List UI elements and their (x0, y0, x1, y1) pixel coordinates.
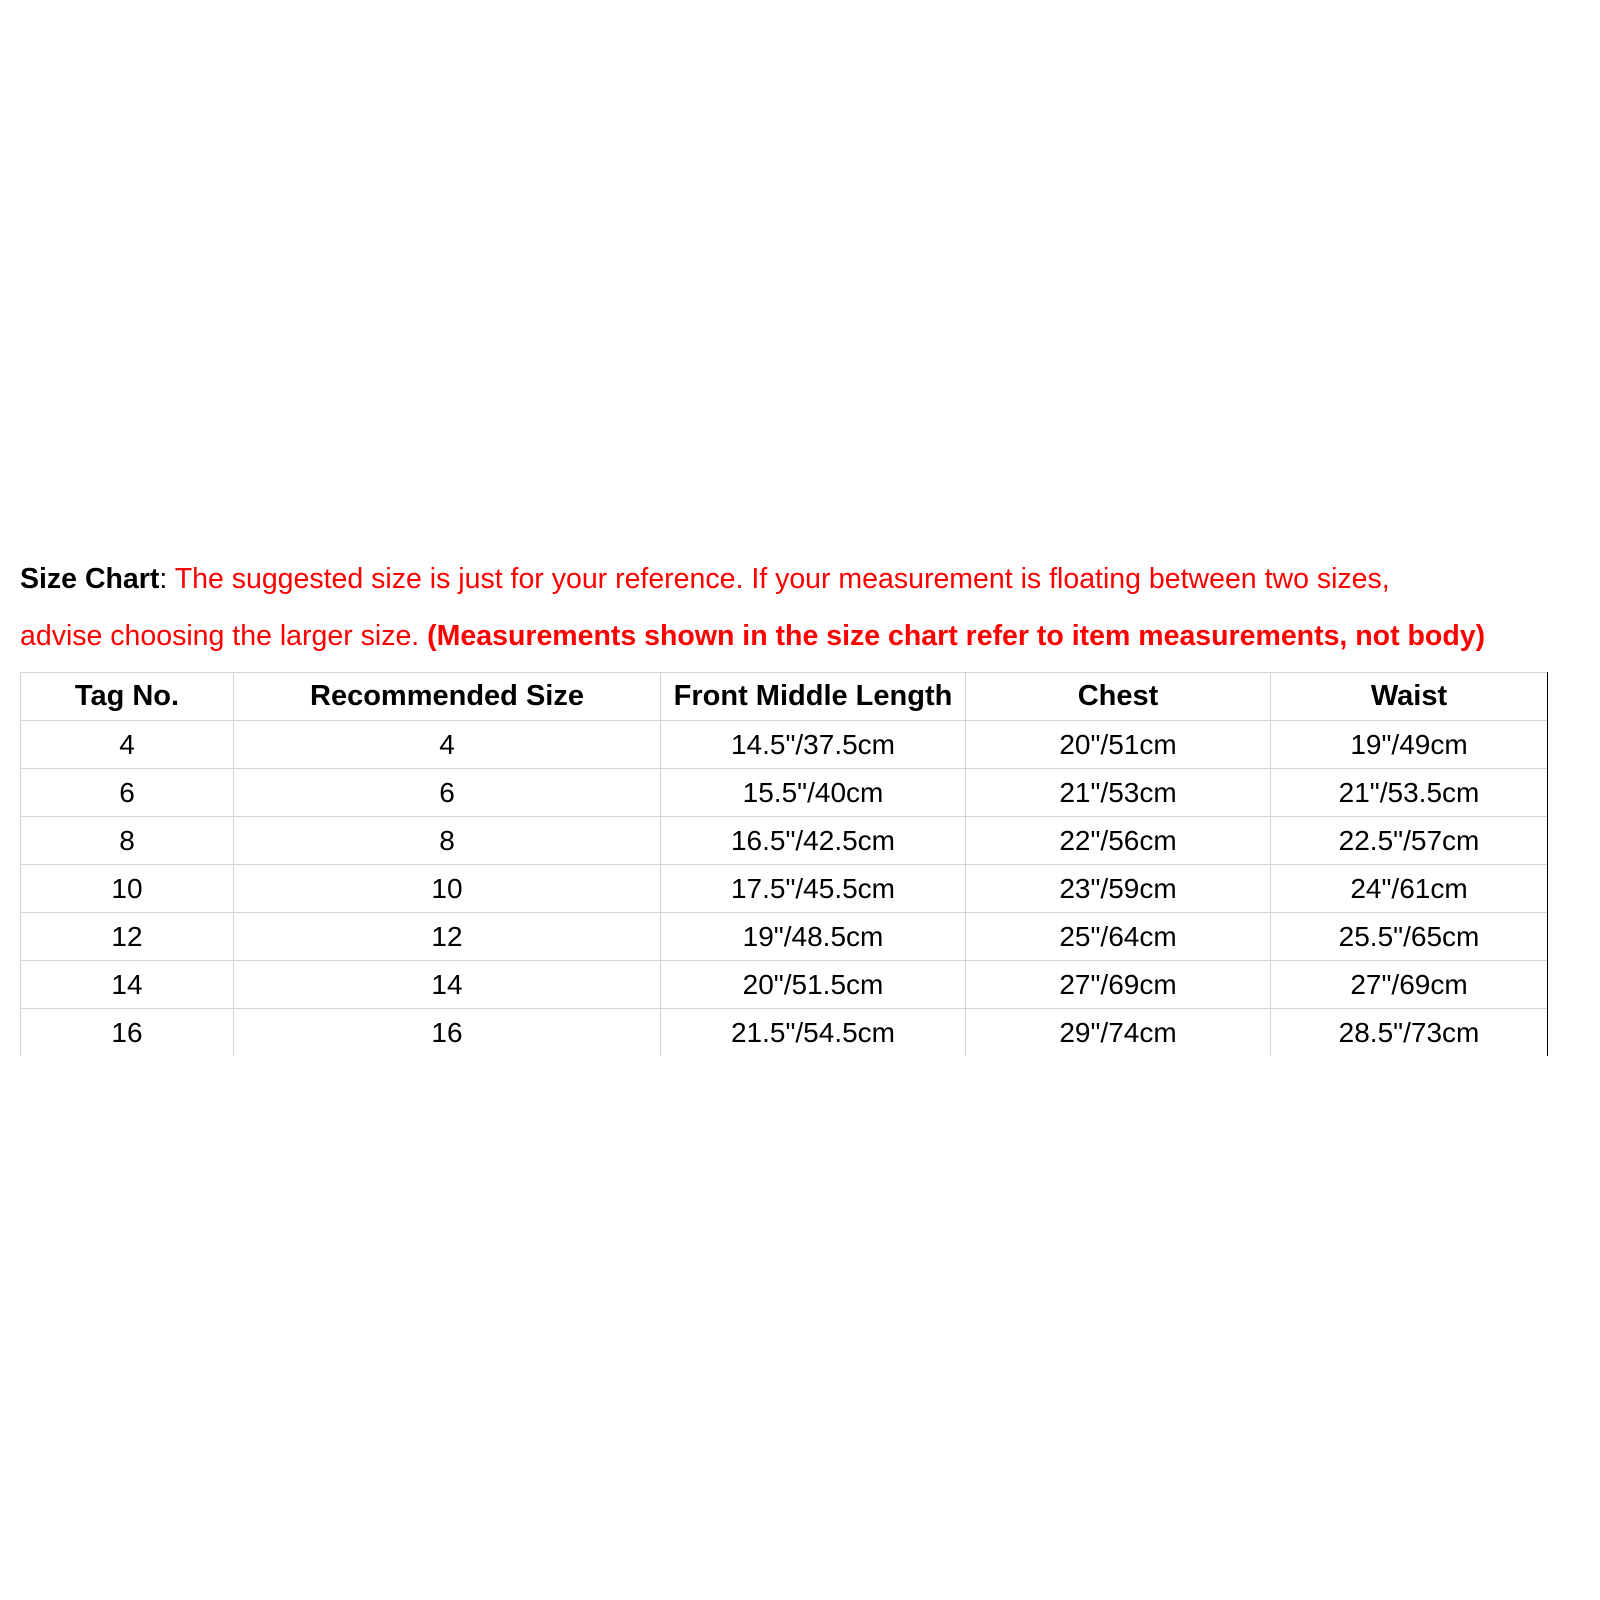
cell-chest: 27"/69cm (966, 961, 1271, 1009)
measurement-disclaimer: (Measurements shown in the size chart refer to item measurements, not body) (427, 620, 1486, 652)
table-row (21, 913, 1548, 961)
cell-recommended-size: 8 (234, 817, 661, 865)
cell-waist: 25.5"/65cm (1271, 913, 1548, 961)
cell-tag-no: 8 (21, 817, 234, 865)
cell-chest: 25"/64cm (966, 913, 1271, 961)
cell-chest: 21"/53cm (966, 769, 1271, 817)
cell-waist: 21"/53.5cm (1271, 769, 1548, 817)
table-header (21, 673, 1548, 721)
cell-recommended-size: 10 (234, 865, 661, 913)
size-table (20, 672, 1548, 1056)
cell-waist: 24"/61cm (1271, 865, 1548, 913)
cell-waist: 19"/49cm (1271, 721, 1548, 769)
cell-tag-no: 4 (21, 721, 234, 769)
cell-recommended-size: 14 (234, 961, 661, 1009)
header-chest: Chest (966, 673, 1271, 721)
cell-front-middle-length: 19"/48.5cm (661, 913, 966, 961)
cell-tag-no: 14 (21, 961, 234, 1009)
intro-advice: advise choosing the larger size. (20, 620, 428, 652)
cell-recommended-size: 4 (234, 721, 661, 769)
cell-recommended-size: 16 (234, 1009, 661, 1057)
table-row (21, 721, 1548, 769)
intro-line-1 (20, 551, 1595, 608)
table-row (21, 769, 1548, 817)
intro-note: The suggested size is just for your reference. If your measurement is floating between two sizes, (174, 563, 1390, 595)
cell-front-middle-length: 20"/51.5cm (661, 961, 966, 1009)
cell-front-middle-length: 14.5"/37.5cm (661, 721, 966, 769)
size-chart-intro (20, 551, 1595, 665)
cell-front-middle-length: 16.5"/42.5cm (661, 817, 966, 865)
header-tag-no: Tag No. (21, 673, 234, 721)
cell-chest: 20"/51cm (966, 721, 1271, 769)
cell-chest: 29"/74cm (966, 1009, 1271, 1057)
table-row (21, 961, 1548, 1009)
cell-front-middle-length: 21.5"/54.5cm (661, 1009, 966, 1057)
table-row (21, 865, 1548, 913)
cell-tag-no: 6 (21, 769, 234, 817)
cell-recommended-size: 6 (234, 769, 661, 817)
cell-chest: 23"/59cm (966, 865, 1271, 913)
cell-waist: 27"/69cm (1271, 961, 1548, 1009)
table-row (21, 1009, 1548, 1057)
header-recommended-size: Recommended Size (234, 673, 661, 721)
cell-chest: 22"/56cm (966, 817, 1271, 865)
cell-front-middle-length: 15.5"/40cm (661, 769, 966, 817)
header-front-middle-length: Front Middle Length (661, 673, 966, 721)
intro-line-2 (20, 608, 1595, 665)
label-separator: : (159, 563, 175, 595)
header-row (21, 673, 1548, 721)
cell-tag-no: 10 (21, 865, 234, 913)
table-body (21, 721, 1548, 1057)
cell-recommended-size: 12 (234, 913, 661, 961)
cell-front-middle-length: 17.5"/45.5cm (661, 865, 966, 913)
cell-waist: 22.5"/57cm (1271, 817, 1548, 865)
cell-waist: 28.5"/73cm (1271, 1009, 1548, 1057)
cell-tag-no: 12 (21, 913, 234, 961)
size-chart-label: Size Chart (20, 563, 160, 595)
header-waist: Waist (1271, 673, 1548, 721)
cell-tag-no: 16 (21, 1009, 234, 1057)
table-row (21, 817, 1548, 865)
